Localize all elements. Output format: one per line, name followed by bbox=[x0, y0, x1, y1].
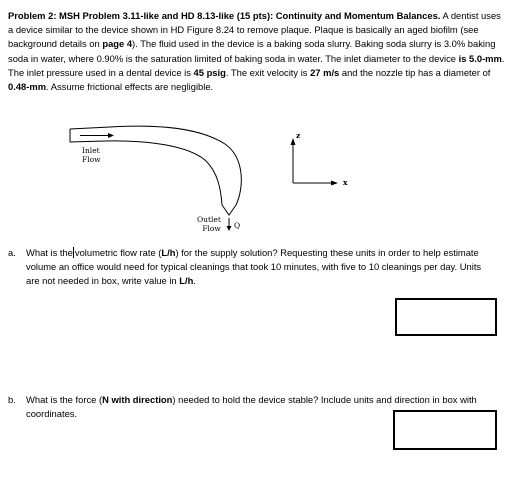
outlet-label-line1: Outlet bbox=[197, 215, 221, 224]
intro-text-3: . The inlet pressure used in a dental device is bbox=[8, 52, 505, 78]
inlet-diameter: is 5.0-mm bbox=[458, 52, 502, 64]
question-a-letter: a. bbox=[8, 247, 16, 258]
nozzle-tip bbox=[222, 205, 236, 215]
intro-text-1: A dentist uses a device similar to the device shown in HD Figure 8.24 to remove plaque. Plaque is basically an aged biofilm (see background details on bbox=[8, 10, 501, 50]
outlet-label bbox=[197, 215, 221, 233]
page-ref: page 4 bbox=[102, 38, 133, 50]
question-a-text-1: What is the bbox=[26, 247, 73, 258]
intro-text-2: ). The fluid used in the device is a baking soda slurry. Baking soda slurry is 3.0% baking soda in water, where 0.90% is the saturation limited of baking soda in water. The inlet diameter to the device bbox=[8, 38, 496, 64]
intro-text-5: and the nozzle tip has a diameter of bbox=[339, 66, 491, 78]
z-axis-arrowhead bbox=[291, 138, 296, 145]
x-axis-label: x bbox=[343, 178, 348, 187]
question-b-letter: b. bbox=[8, 394, 16, 405]
inlet-label-line2: Flow bbox=[82, 155, 101, 164]
answer-box-a[interactable] bbox=[395, 298, 497, 336]
inlet-label-line1: Inlet bbox=[82, 146, 100, 155]
question-a-text bbox=[26, 246, 486, 288]
inlet-arrowhead bbox=[108, 133, 114, 138]
z-axis-label: z bbox=[296, 131, 301, 140]
question-a-text-4: . bbox=[193, 275, 196, 286]
inlet-pressure: 45 psig bbox=[193, 66, 226, 78]
question-a-text-3: ) for the supply solution? Requesting these units in order to help estimate volume an office would need for typical cleanings that took 10 minutes, with five to 10 cleanings per day. Units are not needed in box, write value in bbox=[26, 247, 482, 286]
question-b-text-1: What is the force ( bbox=[26, 394, 103, 405]
problem-title: Problem 2: MSH Problem 3.11-like and HD 8.13-like (15 pts): Continuity and Momentum Balances. bbox=[8, 10, 441, 21]
question-a-unit-2: L/h bbox=[179, 275, 194, 286]
exit-velocity: 27 m/s bbox=[310, 66, 340, 78]
question-a bbox=[8, 246, 506, 296]
question-a-text-2: volumetric flow rate ( bbox=[74, 247, 162, 258]
flow-q-label: Q bbox=[234, 221, 241, 230]
outlet-arrowhead bbox=[227, 226, 232, 231]
intro-text-6: . Assume frictional effects are negligible. bbox=[46, 81, 214, 93]
tip-diameter: 0.48-mm bbox=[8, 81, 47, 93]
x-axis-arrowhead bbox=[331, 181, 338, 186]
inlet-label bbox=[82, 146, 101, 164]
question-a-unit: L/h bbox=[161, 247, 176, 258]
pipe-top-wall bbox=[70, 126, 241, 205]
question-b-force: N with direction bbox=[102, 394, 173, 405]
intro-text-4: . The exit velocity is bbox=[225, 66, 311, 78]
answer-box-b[interactable] bbox=[393, 410, 497, 450]
question-b-text-2: ) needed to hold the device stable? Include units and direction in box with coordinates. bbox=[26, 394, 477, 419]
outlet-label-line2: Flow bbox=[202, 224, 221, 233]
